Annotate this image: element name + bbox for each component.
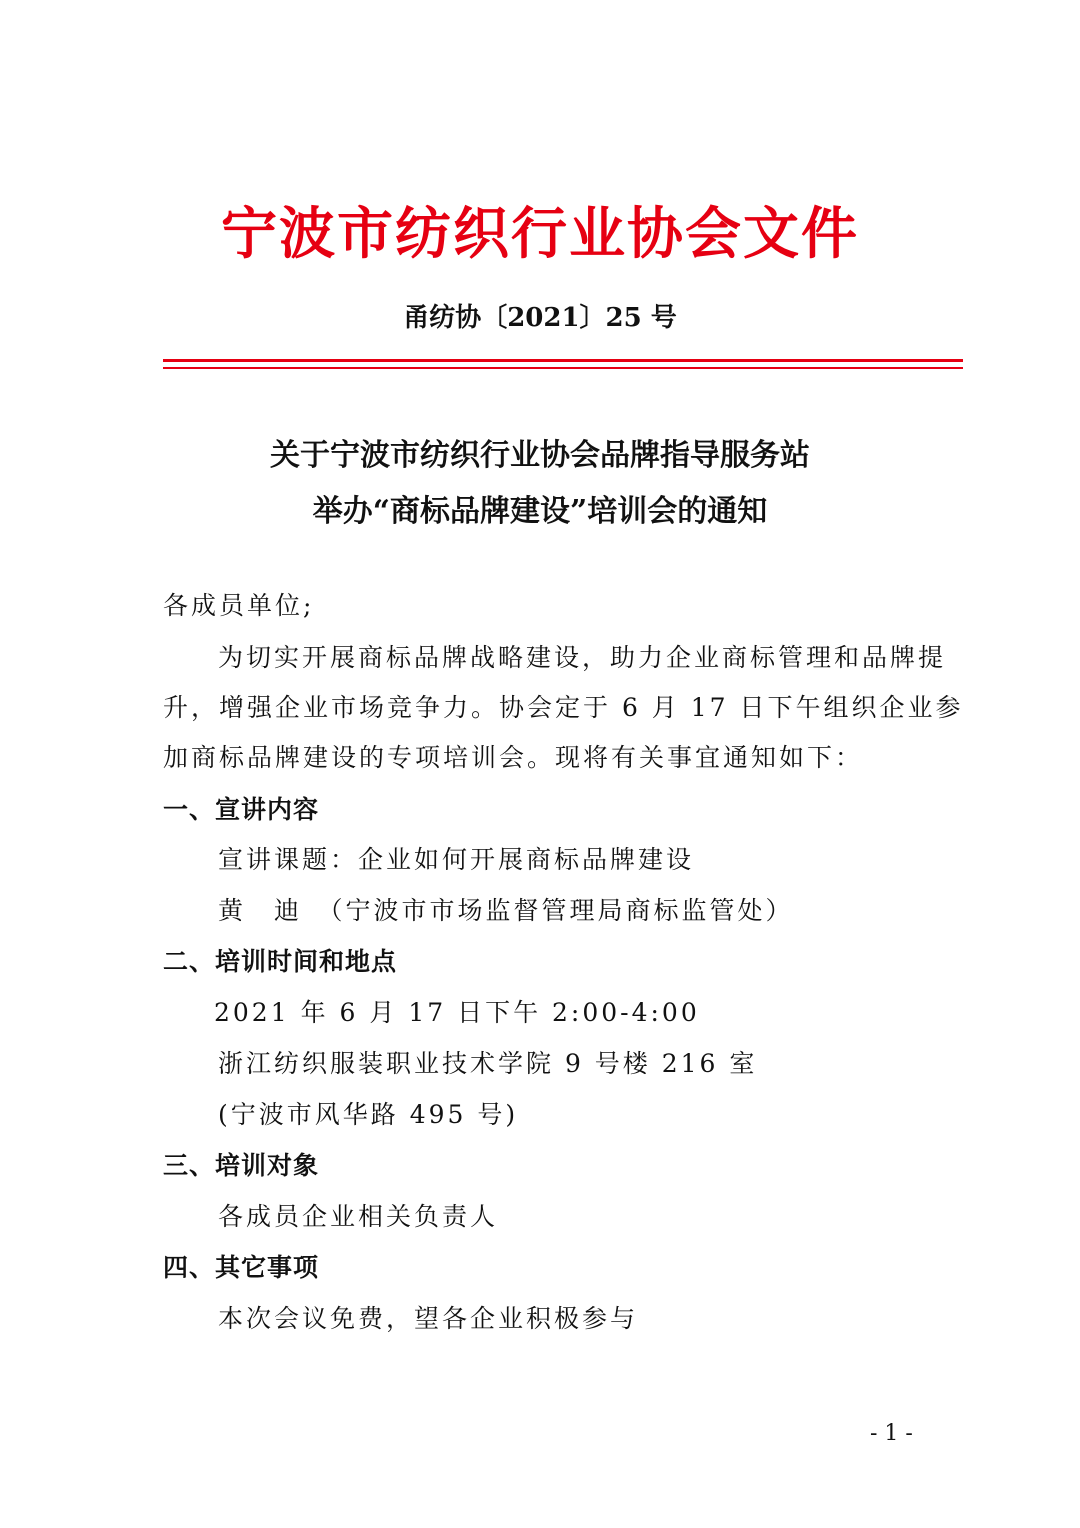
lecture-topic: 宣讲课题：企业如何开展商标品牌建设	[218, 845, 695, 874]
section-heading-other: 四、其它事项	[163, 1253, 320, 1282]
intro-line-2: 升，增强企业市场竞争力。协会定于 6 月 17 日下午组织企业参	[163, 693, 964, 722]
notice-title-line-2: 举办“商标品牌建设”培训会的通知	[312, 494, 768, 529]
training-audience: 各成员企业相关负责人	[218, 1202, 499, 1231]
training-address: (宁波市风华路 495 号)	[218, 1100, 519, 1129]
section-heading-time-place: 二、培训时间和地点	[163, 947, 398, 976]
red-header-rule-thick	[163, 359, 963, 362]
section-heading-content: 一、宣讲内容	[163, 795, 320, 824]
organization-title: 宁波市纺织行业协会文件	[221, 201, 859, 267]
document-number: 甬纺协〔2021〕25 号	[403, 303, 677, 333]
red-header-rule-thin	[163, 367, 963, 369]
lecturer: 黄 迪 （宁波市市场监督管理局商标监管处）	[218, 896, 794, 925]
intro-line-1: 为切实开展商标品牌战略建设，助力企业商标管理和品牌提	[218, 643, 947, 672]
training-time: 2021 年 6 月 17 日下午 2:00-4:00	[214, 998, 700, 1027]
notice-title-line-1: 关于宁波市纺织行业协会品牌指导服务站	[270, 438, 810, 473]
salutation: 各成员单位;	[163, 591, 315, 620]
training-venue: 浙江纺织服装职业技术学院 9 号楼 216 室	[218, 1049, 758, 1078]
other-notes: 本次会议免费，望各企业积极参与	[218, 1304, 639, 1333]
section-heading-audience: 三、培训对象	[163, 1151, 320, 1180]
intro-line-3: 加商标品牌建设的专项培训会。现将有关事宜通知如下：	[163, 743, 864, 772]
page-number: - 1 -	[870, 1421, 913, 1446]
